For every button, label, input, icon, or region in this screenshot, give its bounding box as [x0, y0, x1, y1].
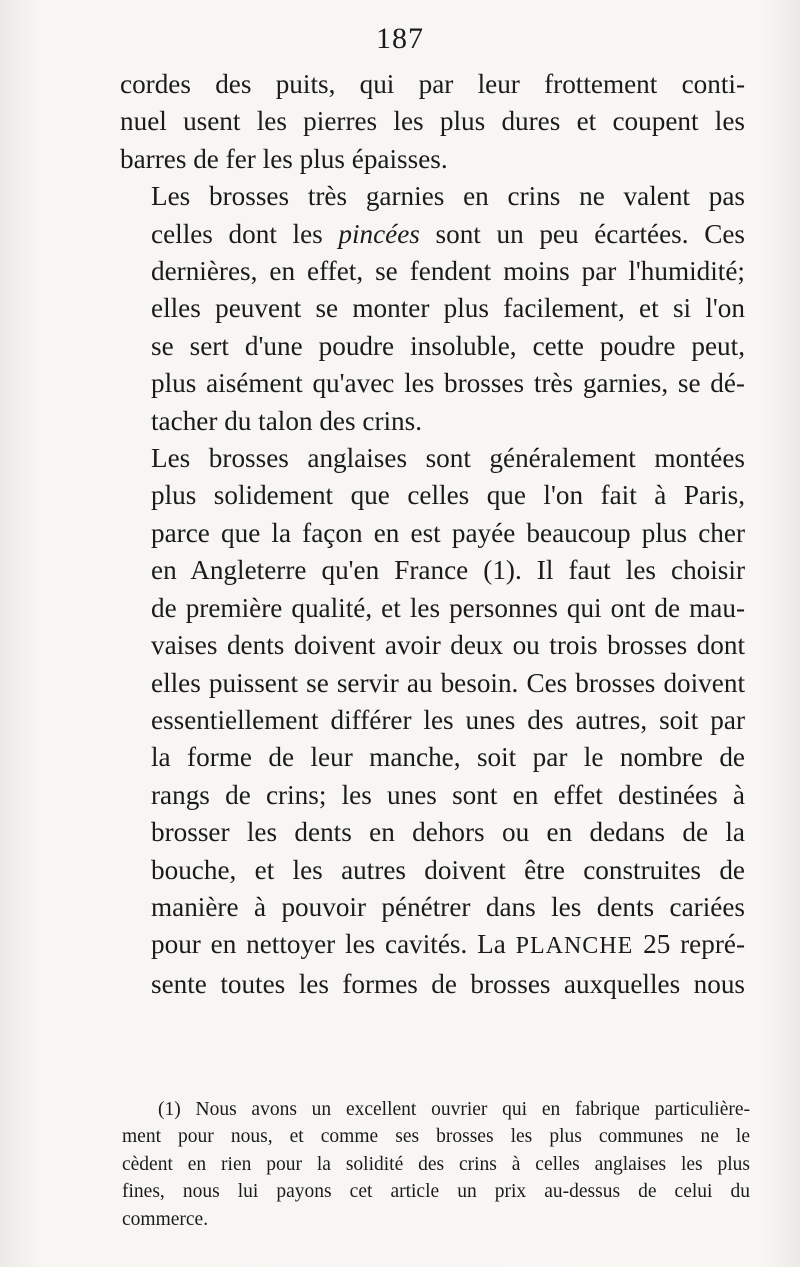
footnote-line: ment pour nous, et comme ses brosses les plus communes ne le	[122, 1126, 750, 1148]
text-line: elles peuvent se monter plus facilement, et si l'on	[151, 293, 745, 324]
footnote-line: fines, nous lui payons cet article un prix au-dessus de celui du	[122, 1181, 750, 1203]
text-line: essentiellement différer les unes des autres, soit par	[151, 704, 745, 735]
text-line: nuel usent les pierres les plus dures et coupent les	[120, 106, 745, 137]
text-line: tacher du talon des crins.	[151, 405, 423, 436]
emphasis-text: pincées	[338, 218, 420, 249]
small-caps-text: PLANCHE	[515, 933, 634, 960]
footnote-line: commerce.	[122, 1208, 209, 1230]
footnote	[122, 1096, 750, 1233]
footnote-line: (1) Nous avons un excellent ouvrier qui en fabrique particulière-	[158, 1099, 750, 1120]
text-line: cordes des puits, qui par leur frottement conti-	[120, 69, 745, 99]
text-line: parce que la façon en est payée beaucoup plus cher	[151, 517, 745, 548]
paragraph-2	[120, 178, 745, 440]
text-line: en Angleterre qu'en France (1). Il faut les choisir	[151, 555, 745, 586]
footnote-line: cèdent en rien pour la solidité des crins à celles anglaises les plus	[122, 1153, 750, 1175]
paragraph-1	[120, 66, 745, 178]
page-number: 187	[376, 22, 424, 55]
text-line: celles dont les pincées sont un peu écartées. Ces	[151, 218, 745, 249]
text-line: dernières, en effet, se fendent moins par l'humidité;	[151, 256, 745, 287]
text-line: Les brosses très garnies en crins ne valent pas	[151, 181, 745, 212]
text-line: barres de fer les plus épaisses.	[120, 143, 448, 174]
text-line: plus solidement que celles que l'on fait à Paris,	[151, 480, 745, 511]
text-line: se sert d'une poudre insoluble, cette poudre peut,	[151, 330, 745, 361]
text-line: pour en nettoyer les cavités. La PLANCHE 25 repré-	[151, 929, 746, 960]
text-line: elles puissent se servir au besoin. Ces brosses doivent	[151, 667, 745, 698]
text-line: brosser les dents en dehors ou en dedans de la	[151, 817, 745, 848]
text-line: plus aisément qu'avec les brosses très garnies, se dé-	[151, 368, 745, 399]
text-line: de première qualité, et les personnes qui ont de mau-	[151, 592, 745, 623]
text-line: vaises dents doivent avoir deux ou trois brosses dont	[151, 630, 745, 661]
text-line: Les brosses anglaises sont généralement montées	[151, 443, 745, 474]
text-line: bouche, et les autres doivent être construites de	[151, 854, 745, 885]
body-text	[120, 66, 745, 1003]
paragraph-3	[120, 440, 745, 1003]
text-line: rangs de crins; les unes sont en effet destinées à	[151, 779, 745, 810]
text-line: manière à pouvoir pénétrer dans les dents cariées	[151, 891, 745, 922]
text-line: sente toutes les formes de brosses auxquelles nous	[151, 968, 745, 999]
text-line: la forme de leur manche, soit par le nombre de	[151, 742, 745, 773]
